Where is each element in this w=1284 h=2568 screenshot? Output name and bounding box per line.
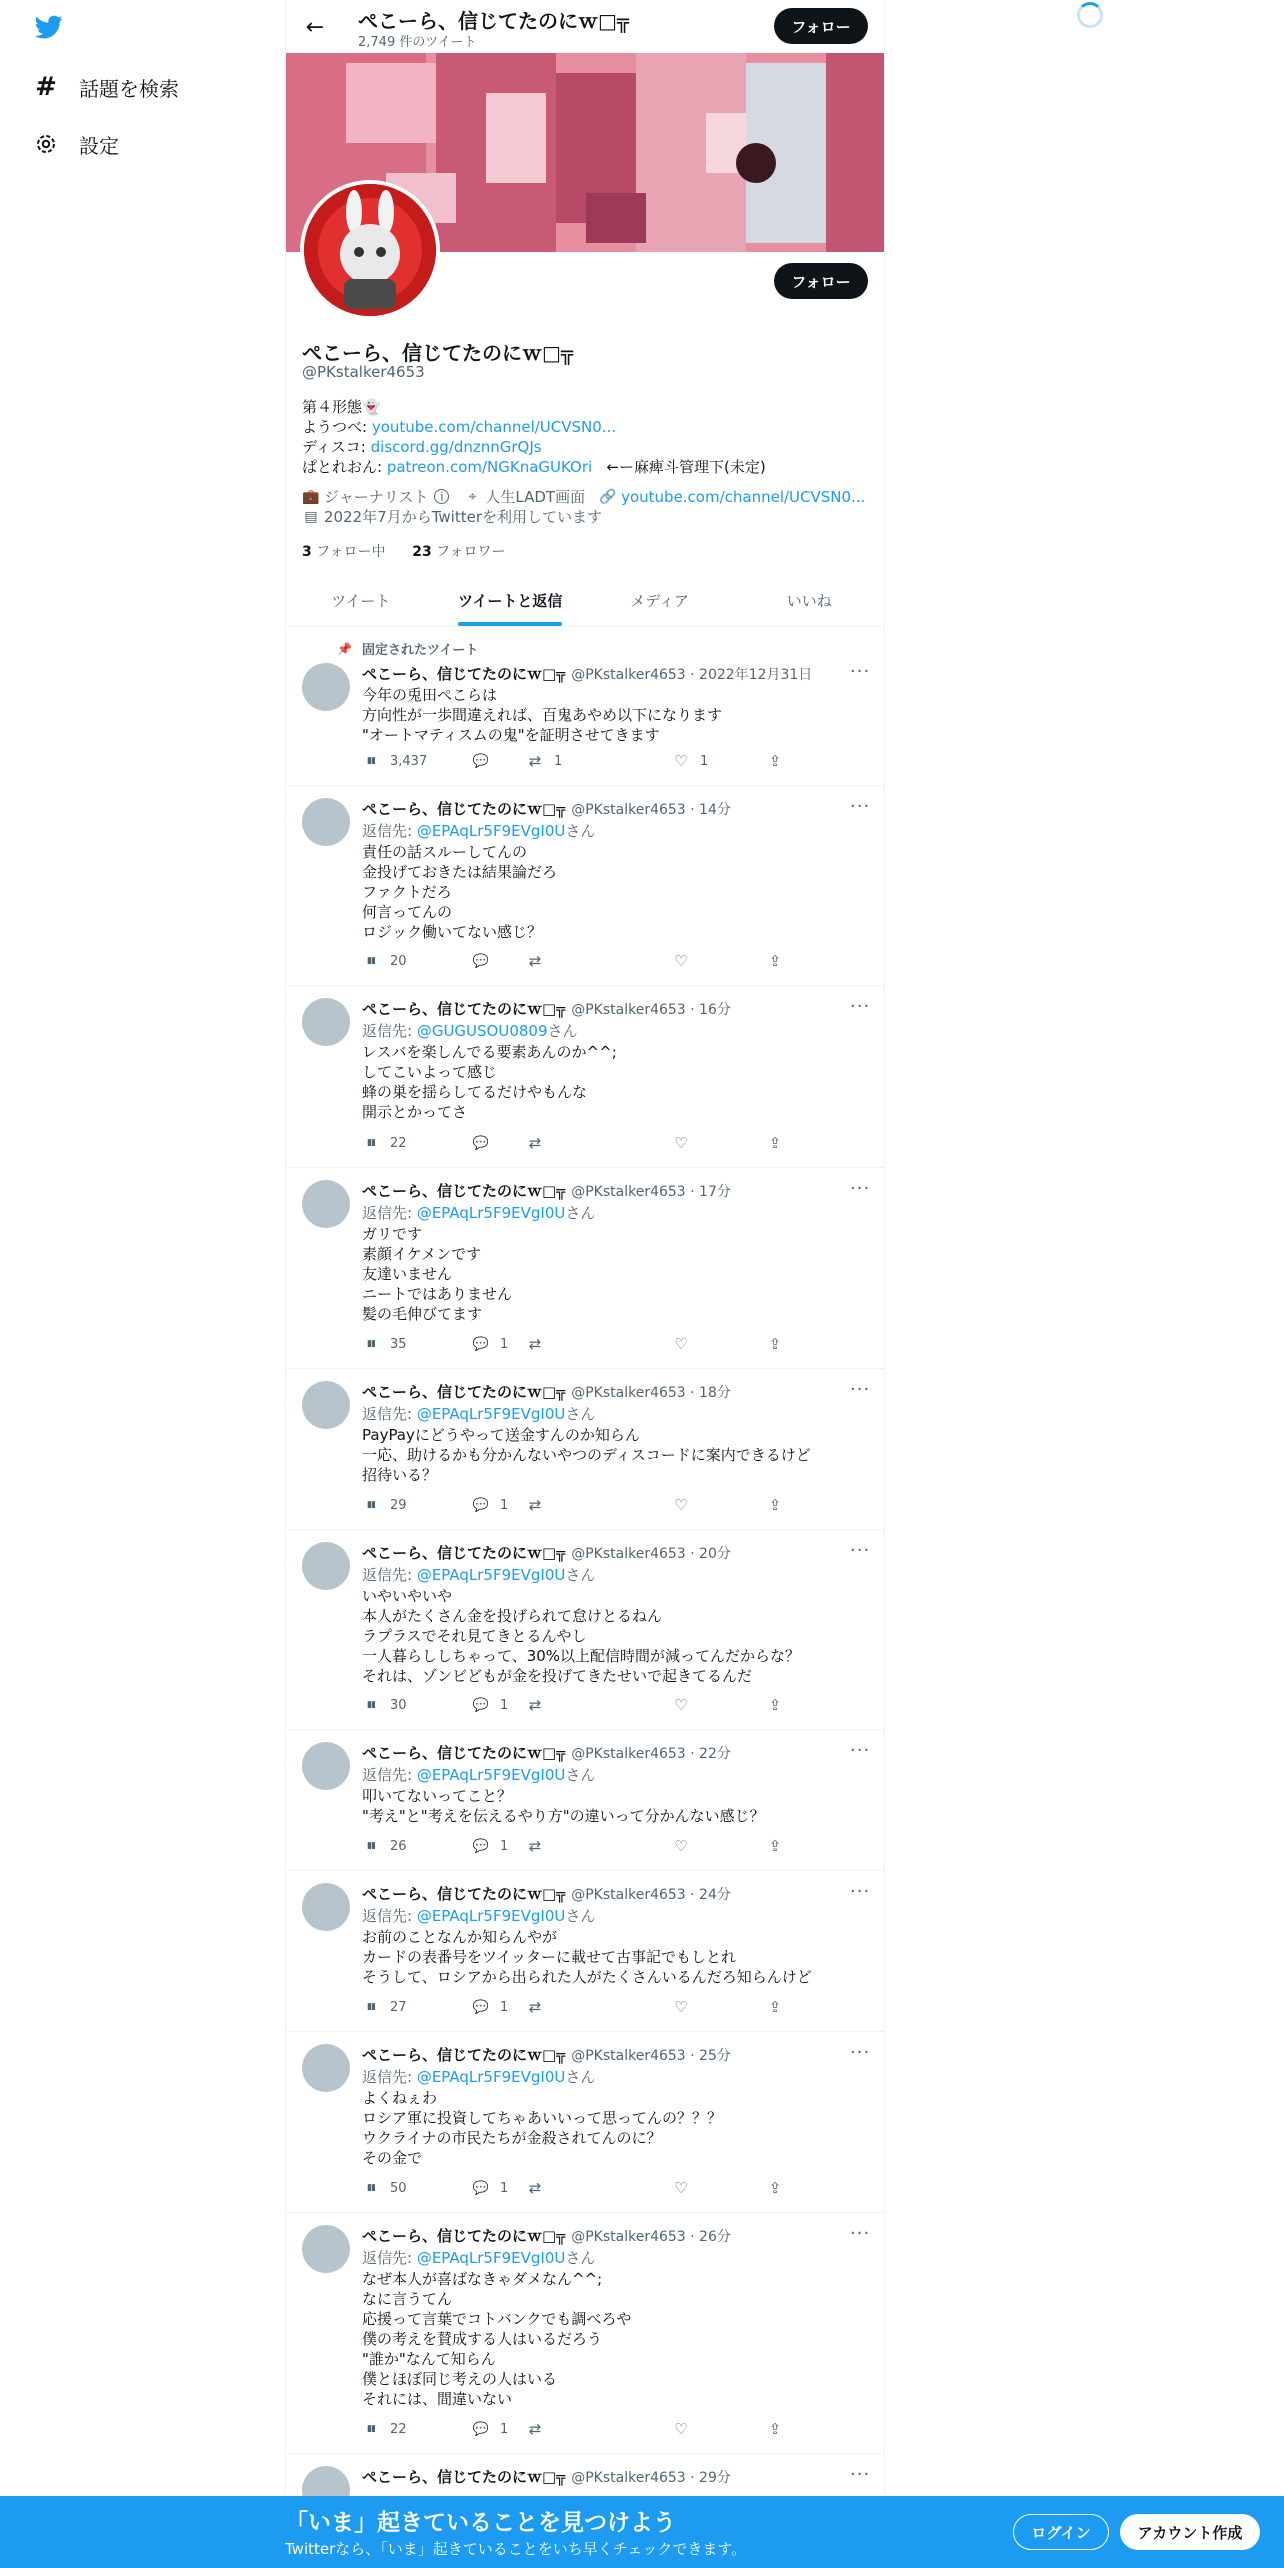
tweet-text: 今年の兎田ぺこらは 方向性が一歩間違えれば、百鬼あやめ以下になります "オートマティスムの鬼"を証明させてきます <box>362 686 723 744</box>
share-button[interactable] <box>766 1837 794 1855</box>
tweet-header <box>362 1381 731 1402</box>
tweet-author-name[interactable]: ぺこーら、信じてたのにｗ□╦ <box>362 2046 566 2064</box>
avatar[interactable] <box>302 998 350 1046</box>
avatar[interactable] <box>302 1742 350 1790</box>
retweet-button[interactable] <box>526 2420 554 2438</box>
bio-discord-prefix: ディスコ: <box>302 438 371 456</box>
tab-tweets-and-replies[interactable]: ツイートと返信 <box>436 574 586 626</box>
tweet-text: 責任の話スルーしてんの 金投げておきたは結果論だろ ファクトだろ 何言ってんの ロジック働いてない感じ？ <box>362 843 558 941</box>
reply-context <box>362 2247 595 2268</box>
avatar[interactable] <box>302 1883 350 1931</box>
avatar[interactable] <box>302 1381 350 1429</box>
tweet-text: いやいやいや 本人がたくさん金を投げられて怠けとるねん ラプラスでそれ見てきとるんやし 一人暮らししちゃって、30%以上配信時間が減ってんだからな？ それは、ゾンビどもが金を投げてきたせいで起きてるんだ <box>362 1587 801 1685</box>
tweet-handle-time[interactable]: @PKstalker4653 · 18分 <box>571 1384 731 1401</box>
views-icon: ▮▮ <box>367 756 375 766</box>
tab-tweets[interactable]: ツイート <box>331 591 391 610</box>
tweet-header <box>362 1180 731 1201</box>
replies-count: 1 <box>500 1697 509 1713</box>
gear-icon <box>33 131 59 157</box>
reply-button[interactable] <box>472 752 500 770</box>
views-icon: ▮▮ <box>367 2424 375 2434</box>
reply-icon: 💬 <box>472 1336 490 1352</box>
tweet-author-name[interactable]: ぺこーら、信じてたのにｗ□╦ <box>362 1885 566 1903</box>
bio-line: 第４形態👻 <box>302 398 381 416</box>
reply-suffix: さん <box>565 1766 596 1784</box>
retweet-button[interactable] <box>526 1496 554 1514</box>
reply-to-link[interactable]: @EPAqLr5F9EVgI0U <box>416 2068 566 2086</box>
pinned-label-text: 固定されたツイート <box>362 643 479 658</box>
like-button[interactable] <box>672 2420 700 2438</box>
profile-name: ぺこーら、信じてたのにｗ□╦ <box>302 341 573 365</box>
reply-suffix: さん <box>565 1907 596 1925</box>
profile-handle: @PKstalker4653 <box>302 363 425 381</box>
avatar[interactable] <box>302 663 350 711</box>
tweet-author-name[interactable]: ぺこーら、信じてたのにｗ□╦ <box>362 2227 566 2245</box>
bio-youtube-prefix: ようつべ: <box>302 418 372 436</box>
bio-patreon-suffix: ←ー麻痺斗管理下(未定) <box>606 458 766 476</box>
tweet[interactable] <box>286 1168 884 1369</box>
reply-prefix: 返信先: <box>362 1405 417 1423</box>
profile-bio <box>302 397 766 477</box>
tweet[interactable] <box>286 2032 884 2213</box>
like-button[interactable] <box>672 2179 700 2197</box>
retweet-button[interactable] <box>526 752 562 770</box>
reply-suffix: さん <box>565 822 596 840</box>
replies-count: 1 <box>500 1999 509 2015</box>
share-icon: ⇪ <box>768 1837 782 1855</box>
tweet-header <box>362 1542 731 1563</box>
share-button[interactable] <box>766 1134 794 1152</box>
share-icon: ⇪ <box>768 952 782 970</box>
views-icon: ▮▮ <box>367 1339 375 1349</box>
more-options-icon[interactable]: ··· <box>850 661 871 682</box>
reply-prefix: 返信先: <box>362 1566 417 1584</box>
twitter-logo-icon[interactable] <box>33 13 65 41</box>
share-button[interactable] <box>766 2420 794 2438</box>
heart-icon: ♡ <box>674 1696 688 1714</box>
replies-count: 1 <box>500 2421 509 2437</box>
tweet-author-name[interactable]: ぺこーら、信じてたのにｗ□╦ <box>362 1000 566 1018</box>
tweet-actions <box>362 1496 802 1516</box>
heart-icon: ♡ <box>674 1998 688 2016</box>
like-button[interactable] <box>672 1998 700 2016</box>
reply-to-link[interactable]: @EPAqLr5F9EVgI0U <box>416 822 566 840</box>
reply-suffix: さん <box>565 1405 596 1423</box>
tweet-header <box>362 798 731 819</box>
tweet[interactable] <box>286 2213 884 2454</box>
reply-suffix: さん <box>565 2249 596 2267</box>
tweet[interactable] <box>286 1871 884 2032</box>
reply-prefix: 返信先: <box>362 822 417 840</box>
location-pin-icon: ⌖ <box>468 488 477 505</box>
tweet-actions <box>362 1134 802 1154</box>
tweet-author-name[interactable]: ぺこーら、信じてたのにｗ□╦ <box>362 800 566 818</box>
share-button[interactable] <box>766 1335 794 1353</box>
tweet-header <box>362 1742 731 1763</box>
share-icon: ⇪ <box>768 1134 782 1152</box>
tweet-header <box>362 663 812 684</box>
views-count: 26 <box>390 1838 407 1854</box>
replies-count: 1 <box>500 1838 509 1854</box>
tweet-text: レスバを楽しんでる要素あんのか^^; してこいよって感じ 蜂の巣を揺らしてるだけやもんな 開示とかってさ <box>362 1043 617 1121</box>
tweet[interactable] <box>286 1530 884 1730</box>
reply-suffix: さん <box>547 1022 578 1040</box>
share-icon: ⇪ <box>768 1335 782 1353</box>
views-count: 35 <box>390 1336 407 1352</box>
header-name: ぺこーら、信じてたのにｗ□╦ <box>358 9 629 33</box>
views-count: 20 <box>390 953 407 969</box>
signup-banner-subtitle: Twitterなら、「いま」起きていることをいち早くチェックできます。 <box>285 2540 747 2558</box>
reply-icon: 💬 <box>472 953 490 969</box>
create-account-button[interactable]: アカウント作成 <box>1120 2514 1260 2550</box>
tweet-author-name[interactable]: ぺこーら、信じてたのにｗ□╦ <box>362 1544 566 1562</box>
avatar[interactable] <box>302 2044 350 2092</box>
reply-context <box>362 1764 595 1785</box>
retweet-button[interactable] <box>526 952 554 970</box>
tweet-actions <box>362 2179 802 2199</box>
reply-icon: 💬 <box>472 1497 490 1513</box>
loading-spinner-icon <box>1077 2 1103 28</box>
tweet[interactable] <box>286 786 884 986</box>
views-button[interactable] <box>362 952 407 970</box>
retweet-button[interactable] <box>526 2179 554 2197</box>
heart-icon: ♡ <box>674 952 688 970</box>
share-button[interactable] <box>766 2179 794 2197</box>
follow-button[interactable]: フォロー <box>774 263 868 299</box>
tweet-actions <box>362 752 802 772</box>
retweet-button[interactable] <box>526 1335 554 1353</box>
tweet-text: お前のことなんか知らんやが カードの表番号をツイッターに載せて古事記でもしとれ そうして、ロシアから出られた人がたくさんいるんだろ知らんけど <box>362 1928 812 1986</box>
views-icon: ▮▮ <box>367 1138 375 1148</box>
retweet-button[interactable] <box>526 1837 554 1855</box>
reply-context <box>362 1564 595 1585</box>
more-options-icon[interactable]: ··· <box>850 2464 871 2485</box>
tweet-author-name[interactable]: ぺこーら、信じてたのにｗ□╦ <box>362 1182 566 1200</box>
views-button[interactable] <box>362 2420 407 2438</box>
replies-count: 1 <box>500 1336 509 1352</box>
likes-count: 1 <box>700 753 709 769</box>
reply-button[interactable] <box>472 1134 500 1152</box>
retweet-icon: ⇄ <box>528 2179 542 2197</box>
tweet[interactable] <box>286 631 884 786</box>
reply-context <box>362 1020 578 1041</box>
profile-avatar[interactable] <box>300 180 440 320</box>
reply-context <box>362 1202 595 1223</box>
info-icon[interactable]: i <box>434 489 449 504</box>
retweets-count: 1 <box>554 753 563 769</box>
tweet-actions <box>362 1335 802 1355</box>
pinned-tweet-label <box>332 639 478 658</box>
follow-button-header[interactable]: フォロー <box>774 8 868 44</box>
retweet-icon: ⇄ <box>528 2420 542 2438</box>
reply-button[interactable] <box>472 2179 508 2197</box>
pin-icon: 📌 <box>337 641 352 656</box>
like-button[interactable] <box>672 952 700 970</box>
reply-prefix: 返信先: <box>362 1204 417 1222</box>
like-button[interactable] <box>672 1335 700 1353</box>
reply-button[interactable] <box>472 2420 508 2438</box>
tweet-handle-time[interactable]: @PKstalker4653 · 14分 <box>571 801 731 818</box>
tweet-header <box>362 2466 731 2487</box>
tweet-author-name[interactable]: ぺこーら、信じてたのにｗ□╦ <box>362 1744 566 1762</box>
views-icon: ▮▮ <box>367 2002 375 2012</box>
bio-patreon-prefix: ぱとれおん: <box>302 458 387 476</box>
profile-tabs <box>286 574 884 627</box>
tweet-author-name[interactable]: ぺこーら、信じてたのにｗ□╦ <box>362 2468 566 2486</box>
heart-icon: ♡ <box>674 2179 688 2197</box>
share-button[interactable] <box>766 952 794 970</box>
share-button[interactable] <box>766 752 794 770</box>
tweet-handle-time[interactable]: @PKstalker4653 · 20分 <box>571 1545 731 1562</box>
profile-meta <box>302 486 879 507</box>
avatar[interactable] <box>302 1542 350 1590</box>
heart-icon: ♡ <box>674 1837 688 1855</box>
nav-settings[interactable] <box>33 124 119 164</box>
views-count: 27 <box>390 1999 407 2015</box>
share-button[interactable] <box>766 1998 794 2016</box>
share-button[interactable] <box>766 1696 794 1714</box>
followers-link[interactable]: 23 フォロワー <box>412 544 506 560</box>
tweet-header <box>362 2044 731 2065</box>
heart-icon: ♡ <box>674 1134 688 1152</box>
retweet-icon: ⇄ <box>528 952 542 970</box>
reply-to-link[interactable]: @EPAqLr5F9EVgI0U <box>416 1766 566 1784</box>
reply-prefix: 返信先: <box>362 1766 417 1784</box>
briefcase-icon: 💼 <box>302 488 320 505</box>
profile-job: 💼 ジャーナリスト i <box>302 486 449 507</box>
tweet-text: よくねぇわ ロシア軍に投資してちゃあいいって思ってんの？？？ ウクライナの市民たちが金殺されてんのに？ その金で <box>362 2089 723 2167</box>
reply-icon: 💬 <box>472 1135 490 1151</box>
reply-button[interactable] <box>472 952 500 970</box>
reply-prefix: 返信先: <box>362 1022 417 1040</box>
hashtag-icon: # <box>35 72 57 102</box>
back-arrow-icon[interactable]: ← <box>305 14 325 40</box>
profile-location: ⌖ 人生LADT画面 <box>463 486 585 507</box>
tab-media[interactable]: メディア <box>630 591 690 610</box>
header-tweet-count: 2,749 件のツイート <box>358 35 477 50</box>
heart-icon: ♡ <box>674 2420 688 2438</box>
views-count: 29 <box>390 1497 407 1513</box>
login-button[interactable]: ログイン <box>1013 2514 1109 2550</box>
more-options-icon[interactable]: ··· <box>850 1540 871 1561</box>
tweet-text: ガリです 素顔イケメンです 友達いません ニートではありません 髪の毛伸びてます <box>362 1225 513 1323</box>
reply-to-link[interactable]: @EPAqLr5F9EVgI0U <box>416 1907 566 1925</box>
more-options-icon[interactable]: ··· <box>850 1881 871 1902</box>
tweet-handle-time[interactable]: @PKstalker4653 · 26分 <box>571 2228 731 2245</box>
tweet-actions <box>362 2420 802 2440</box>
heart-icon: ♡ <box>674 1496 688 1514</box>
retweet-button[interactable] <box>526 1134 554 1152</box>
retweet-icon: ⇄ <box>528 752 542 770</box>
views-icon: ▮▮ <box>367 1841 375 1851</box>
reply-suffix: さん <box>565 1566 596 1584</box>
follow-counts <box>302 541 505 561</box>
reply-to-link[interactable]: @EPAqLr5F9EVgI0U <box>416 1405 566 1423</box>
bio-youtube-link[interactable]: youtube.com/channel/UCVSN0... <box>371 418 617 436</box>
share-icon: ⇪ <box>768 1998 782 2016</box>
like-button[interactable] <box>672 1696 700 1714</box>
avatar[interactable] <box>302 1180 350 1228</box>
tweet-author-name[interactable]: ぺこーら、信じてたのにｗ□╦ <box>362 665 566 683</box>
tweet-header <box>362 2225 731 2246</box>
retweet-button[interactable] <box>526 1696 554 1714</box>
signup-banner-title: 「いま」起きていることを見つけよう <box>285 2510 676 2536</box>
tweet-handle-time[interactable]: @PKstalker4653 · 29分 <box>571 2469 731 2486</box>
tweet-text: 叩いてないってこと？ "考え"と"考えを伝えるやり方"の違いって分かんない感じ？ <box>362 1787 765 1825</box>
retweet-icon: ⇄ <box>528 1335 542 1353</box>
tweet-handle-time[interactable]: @PKstalker4653 · 17分 <box>571 1183 731 1200</box>
views-icon: ▮▮ <box>367 1700 375 1710</box>
like-button[interactable] <box>672 1134 700 1152</box>
reply-context <box>362 820 595 841</box>
replies-count: 1 <box>500 2180 509 2196</box>
like-button[interactable] <box>672 1496 700 1514</box>
reply-prefix: 返信先: <box>362 2068 417 2086</box>
like-button[interactable] <box>672 752 708 770</box>
tweet-handle-time[interactable]: @PKstalker4653 · 25分 <box>571 2047 731 2064</box>
more-options-icon[interactable]: ··· <box>850 1178 871 1199</box>
views-icon: ▮▮ <box>367 1500 375 1510</box>
tweet-actions <box>362 952 802 972</box>
share-icon: ⇪ <box>768 1696 782 1714</box>
avatar[interactable] <box>302 798 350 846</box>
reply-context <box>362 1403 595 1424</box>
signup-banner <box>0 2496 1284 2568</box>
tweet[interactable] <box>286 1730 884 1871</box>
profile-header-bar <box>286 0 884 53</box>
following-link[interactable]: 3 フォロー中 <box>302 544 386 560</box>
tweet-actions <box>362 1998 802 2018</box>
tweet-header <box>362 998 731 1019</box>
retweet-icon: ⇄ <box>528 1837 542 1855</box>
reply-suffix: さん <box>565 2068 596 2086</box>
views-button[interactable] <box>362 1696 407 1714</box>
reply-to-link[interactable]: @EPAqLr5F9EVgI0U <box>416 1566 566 1584</box>
reply-suffix: さん <box>565 1204 596 1222</box>
tweet-actions <box>362 1696 802 1716</box>
retweet-button[interactable] <box>526 1998 554 2016</box>
views-icon: ▮▮ <box>367 2183 375 2193</box>
views-button[interactable] <box>362 1335 407 1353</box>
share-button[interactable] <box>766 1496 794 1514</box>
retweet-icon: ⇄ <box>528 1134 542 1152</box>
tweet-handle-time[interactable]: @PKstalker4653 · 22分 <box>571 1745 731 1762</box>
reply-button[interactable] <box>472 1998 508 2016</box>
retweet-icon: ⇄ <box>528 1696 542 1714</box>
reply-prefix: 返信先: <box>362 2249 417 2267</box>
heart-icon: ♡ <box>674 752 688 770</box>
reply-prefix: 返信先: <box>362 1907 417 1925</box>
views-count: 22 <box>390 2421 407 2437</box>
reply-icon: 💬 <box>472 1999 490 2015</box>
reply-button[interactable] <box>472 1335 508 1353</box>
reply-icon: 💬 <box>472 2421 490 2437</box>
more-options-icon[interactable]: ··· <box>850 796 871 817</box>
reply-to-link[interactable]: @EPAqLr5F9EVgI0U <box>416 2249 566 2267</box>
views-button[interactable] <box>362 2179 407 2197</box>
replies-count: 1 <box>500 1497 509 1513</box>
share-icon: ⇪ <box>768 1496 782 1514</box>
views-button[interactable] <box>362 1134 407 1152</box>
profile-joined: ▤ 2022年7月からTwitterを利用しています <box>302 506 602 527</box>
more-options-icon[interactable]: ··· <box>850 1740 871 1761</box>
more-options-icon[interactable]: ··· <box>850 996 871 1017</box>
nav-explore-label: 話題を検索 <box>79 76 179 101</box>
retweet-icon: ⇄ <box>528 1998 542 2016</box>
views-button[interactable] <box>362 1837 407 1855</box>
reply-button[interactable] <box>472 1496 508 1514</box>
like-button[interactable] <box>672 1837 700 1855</box>
reply-icon: 💬 <box>472 753 490 769</box>
reply-to-link[interactable]: @GUGUSOU0809 <box>416 1022 548 1040</box>
more-options-icon[interactable]: ··· <box>850 2223 871 2244</box>
views-count: 50 <box>390 2180 407 2196</box>
reply-icon: 💬 <box>472 1697 490 1713</box>
tab-likes[interactable]: いいね <box>786 591 832 610</box>
profile-url[interactable]: 🔗 youtube.com/channel/UCVSN0... <box>599 487 866 506</box>
views-button[interactable] <box>362 1496 407 1514</box>
share-icon: ⇪ <box>768 2420 782 2438</box>
tweet-header <box>362 1883 731 1904</box>
bio-discord-link[interactable]: discord.gg/dnznnGrQJs <box>370 438 542 456</box>
views-count: 22 <box>390 1135 407 1151</box>
views-button[interactable] <box>362 752 427 770</box>
views-icon: ▮▮ <box>367 956 375 966</box>
share-icon: ⇪ <box>768 2179 782 2197</box>
nav-settings-label: 設定 <box>79 133 119 158</box>
reply-context <box>362 2066 595 2087</box>
avatar[interactable] <box>302 2225 350 2273</box>
heart-icon: ♡ <box>674 1335 688 1353</box>
more-options-icon[interactable]: ··· <box>850 1379 871 1400</box>
tweet-text: PayPayにどうやって送金すんのか知らん 一応、助けるかも分かんないやつのディスコードに案内できるけど 招待いる？ <box>362 1426 811 1484</box>
tweet-text: なぜ本人が喜ばなきゃダメなん^^; なに言うてん 応援って言葉でコトバンクでも調べろや 僕の考えを賛成する人はいるだろう "誰か"なんて知らん 僕とほぼ同じ考えの人はいる それには、間違いない <box>362 2270 632 2408</box>
tweet-author-name[interactable]: ぺこーら、信じてたのにｗ□╦ <box>362 1383 566 1401</box>
tweet[interactable] <box>286 986 884 1168</box>
reply-button[interactable] <box>472 1696 508 1714</box>
main-column <box>285 0 885 2568</box>
nav-explore[interactable] <box>33 67 179 107</box>
reply-icon: 💬 <box>472 2180 490 2196</box>
tweet-handle-time[interactable]: @PKstalker4653 · 16分 <box>571 1001 731 1018</box>
retweet-icon: ⇄ <box>528 1496 542 1514</box>
tweet[interactable] <box>286 1369 884 1530</box>
tweet-handle-time[interactable]: @PKstalker4653 · 24分 <box>571 1886 731 1903</box>
reply-icon: 💬 <box>472 1838 490 1854</box>
tweet-actions <box>362 1837 802 1857</box>
more-options-icon[interactable]: ··· <box>850 2042 871 2063</box>
calendar-icon: ▤ <box>304 508 318 525</box>
views-count: 3,437 <box>390 753 428 769</box>
tweet-handle-time[interactable]: @PKstalker4653 · 2022年12月31日 <box>571 666 813 683</box>
link-icon: 🔗 <box>599 488 617 505</box>
bio-patreon-link[interactable]: patreon.com/NGKnaGUKOri <box>386 458 593 476</box>
views-count: 30 <box>390 1697 407 1713</box>
share-icon: ⇪ <box>768 752 782 770</box>
reply-context <box>362 1905 595 1926</box>
reply-to-link[interactable]: @EPAqLr5F9EVgI0U <box>416 1204 566 1222</box>
views-button[interactable] <box>362 1998 407 2016</box>
reply-button[interactable] <box>472 1837 508 1855</box>
